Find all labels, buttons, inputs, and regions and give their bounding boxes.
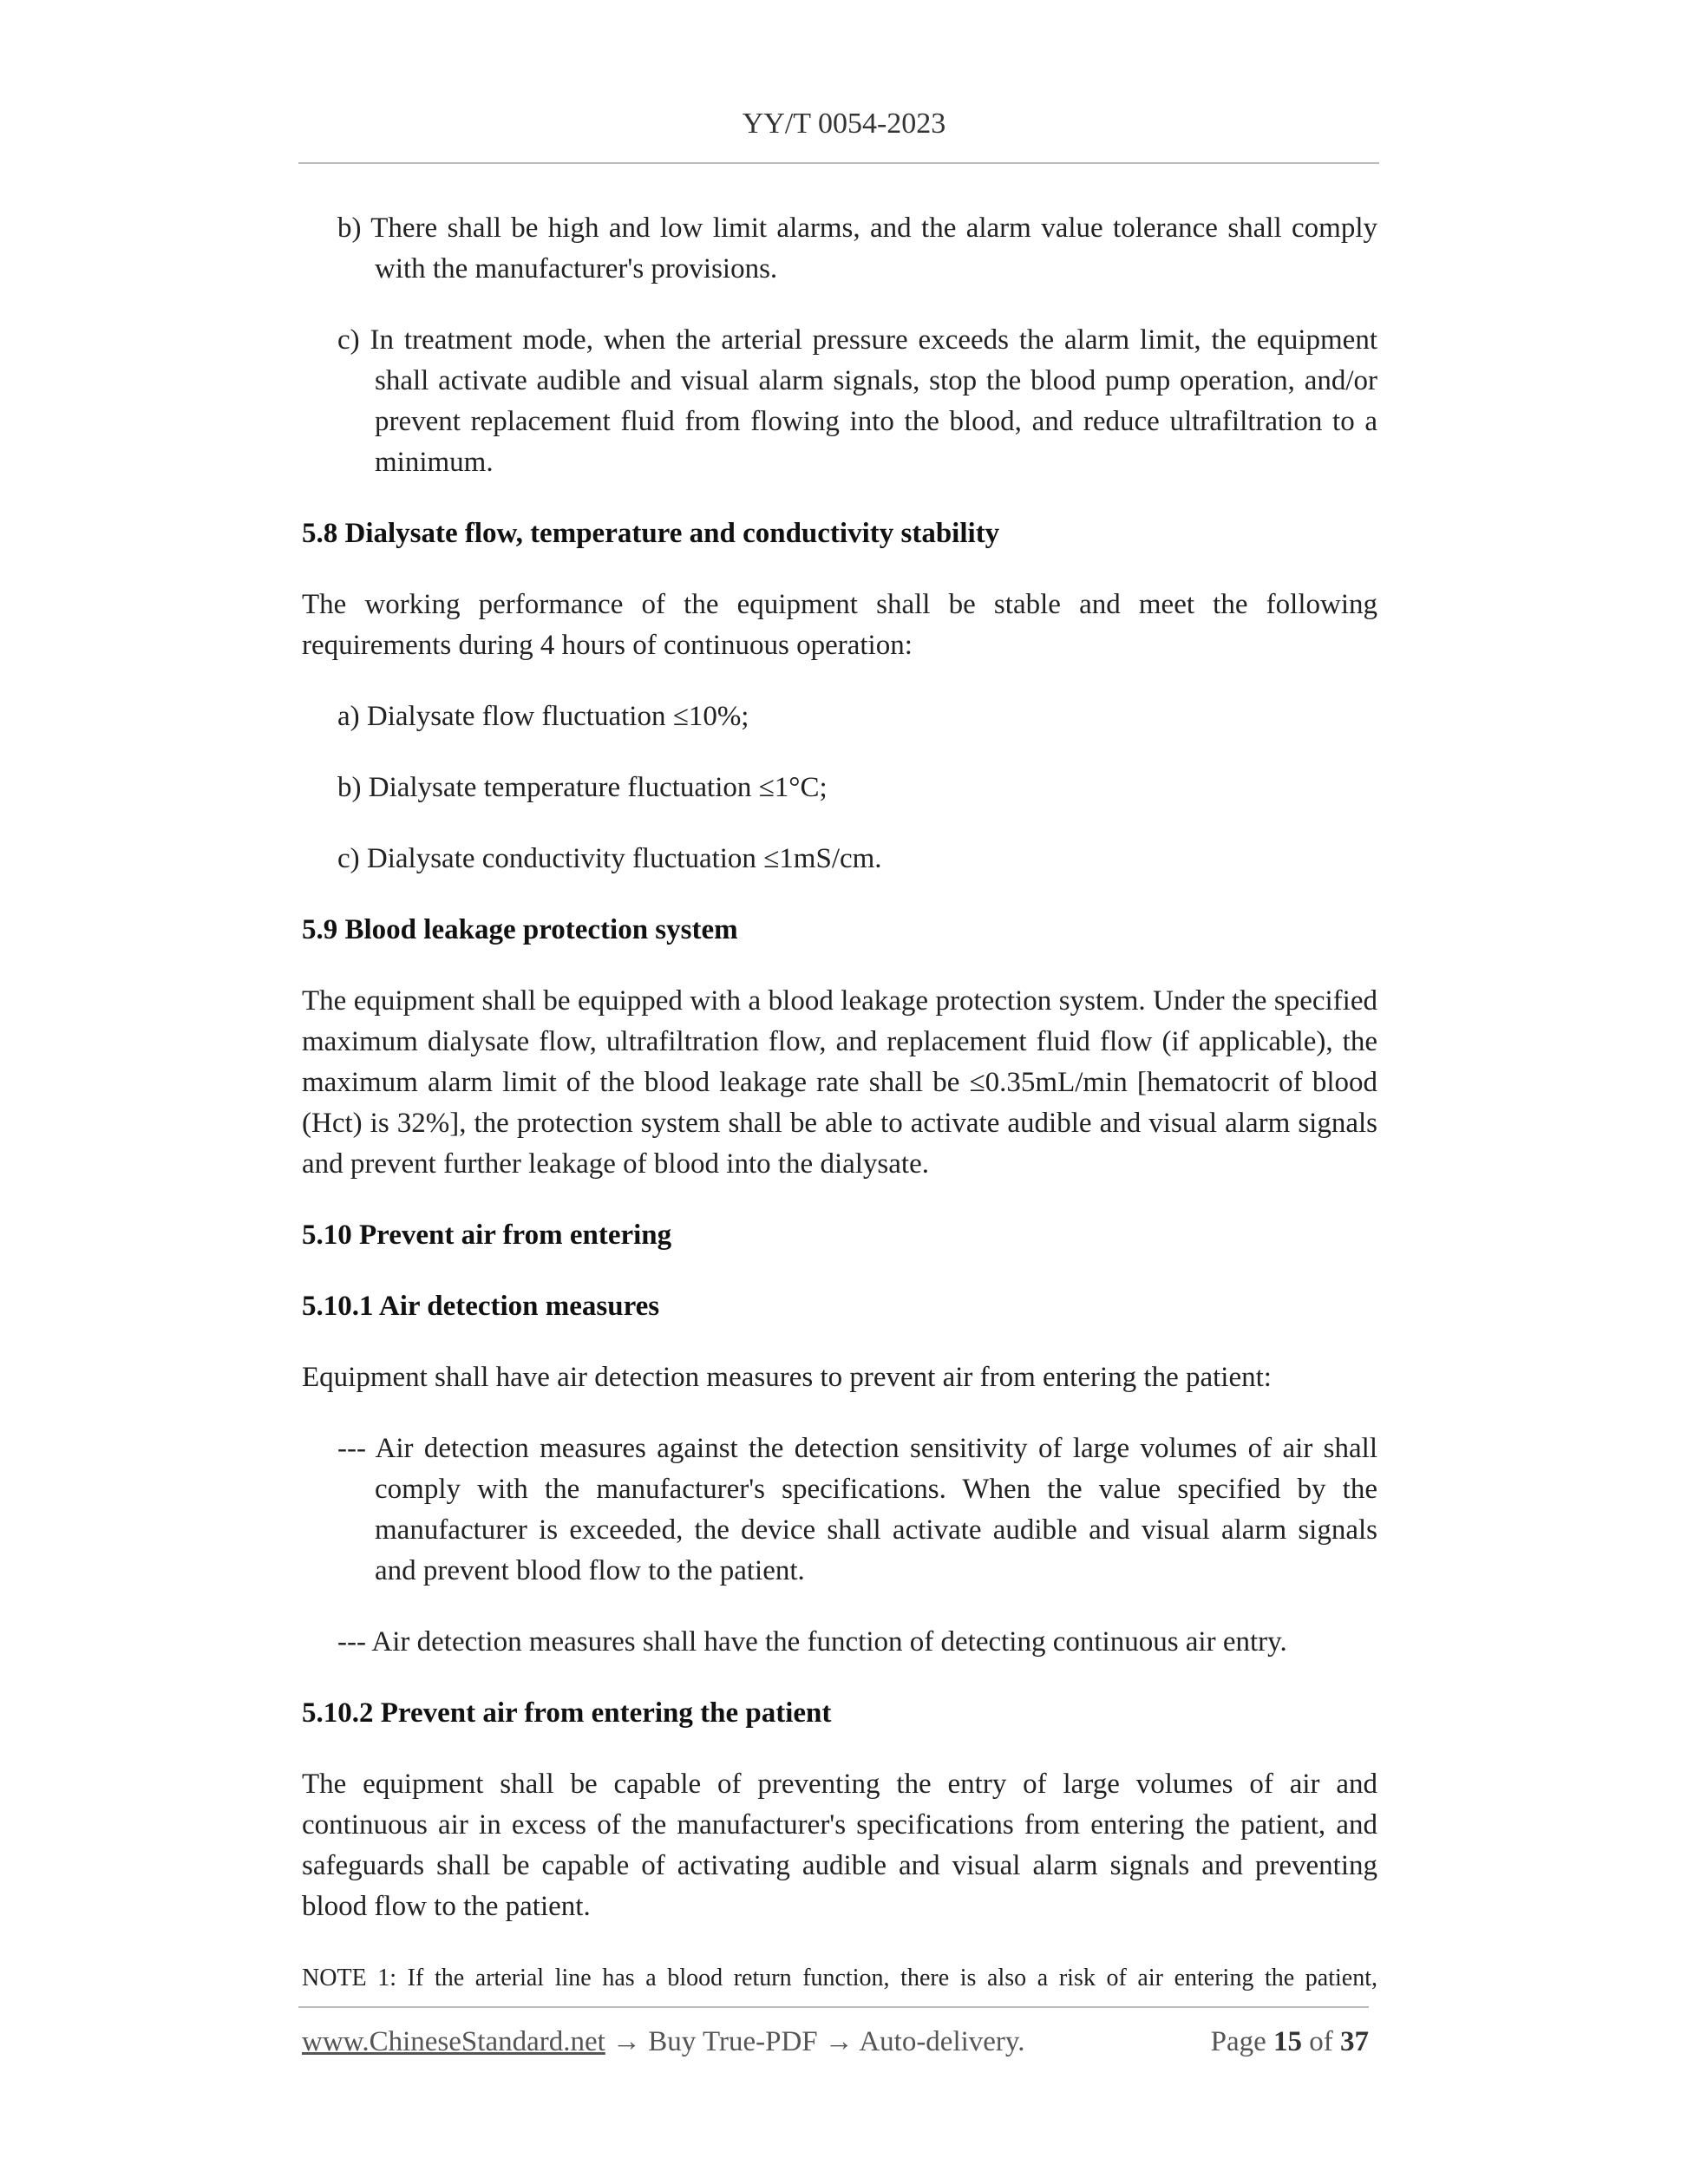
section-text-5-8: The working performance of the equipment shall be stable and meet the following requirements during 4 hours of continuous operation: <box>302 589 1377 661</box>
list-item-b-alarm-limits: b) There shall be high and low limit alarms, and the alarm value tolerance shall comply with the manufacturer's provisions. <box>337 213 1377 284</box>
note-1-text: NOTE 1: If the arterial line has a blood return function, there is also a risk of air entering the patient, <box>302 1965 1377 1991</box>
list-item-temperature-fluctuation: b) Dialysate temperature fluctuation ≤1°C; <box>337 772 828 803</box>
list-item-c-treatment-mode: c) In treatment mode, when the arterial pressure exceeds the alarm limit, the equipment shall activate audible and visual alarm signals, stop the blood pump operation, and/or prevent replacement fluid from flowing into the blood, and reduce ultrafiltration to a minimum. <box>337 324 1377 478</box>
section-text-5-10-2: The equipment shall be capable of preventing the entry of large volumes of air and continuous air in excess of the manufacturer's specifications from entering the patient, and safeguards shall be capable of activating audible and visual alarm signals and preventing blood flow to the patient. <box>302 1769 1377 1922</box>
footer-promo <box>302 2026 1025 2058</box>
section-text-5-9: The equipment shall be equipped with a blood leakage protection system. Under the specified maximum dialysate flow, ultrafiltration flow, and replacement fluid flow (if applicable), the maximum alarm limit of the blood leakage rate shall be ≤0.35mL/min [hematocrit of blood (Hct) is 32%], the protection system shall be able to activate audible and visual alarm signals and prevent further leakage of blood into the dialysate. <box>302 985 1377 1180</box>
section-text-5-10-1: Equipment shall have air detection measures to prevent air from entering the patient: <box>302 1362 1272 1393</box>
section-heading-5-10-2: 5.10.2 Prevent air from entering the patient <box>302 1697 832 1729</box>
chinesestandard-link[interactable]: www.ChineseStandard.net <box>302 2026 605 2057</box>
arrow-right-icon: → <box>824 2026 854 2057</box>
page-word: Page <box>1210 2026 1266 2057</box>
of-word: of <box>1309 2026 1333 2057</box>
section-heading-5-9: 5.9 Blood leakage protection system <box>302 914 738 945</box>
section-heading-5-10: 5.10 Prevent air from entering <box>302 1220 672 1251</box>
list-item-air-detection-sensitivity: --- Air detection measures against the detection sensitivity of large volumes of air shall comply with the manufacturer's specifications. When the value specified by the manufacturer is exceeded, the device shall activate audible and visual alarm signals and prevent blood flow to the patient. <box>337 1433 1377 1586</box>
section-heading-5-10-1: 5.10.1 Air detection measures <box>302 1291 660 1322</box>
footer-buy-text: Buy True-PDF <box>648 2026 818 2057</box>
section-heading-5-8: 5.8 Dialysate flow, temperature and conductivity stability <box>302 518 1000 549</box>
document-header-title: YY/T 0054-2023 <box>742 108 946 140</box>
document-body <box>302 208 1377 1998</box>
list-item-conductivity-fluctuation: c) Dialysate conductivity fluctuation ≤1mS/cm. <box>337 843 882 874</box>
footer-delivery-text: Auto-delivery. <box>859 2026 1025 2057</box>
footer-divider <box>298 2006 1369 2008</box>
arrow-right-icon: → <box>612 2026 642 2057</box>
page-current: 15 <box>1273 2026 1302 2057</box>
page-total: 37 <box>1340 2026 1369 2057</box>
page-number <box>1211 2026 1369 2058</box>
list-item-continuous-air-detection: --- Air detection measures shall have the function of detecting continuous air entry. <box>337 1626 1287 1658</box>
header-divider <box>298 162 1379 164</box>
list-item-flow-fluctuation: a) Dialysate flow fluctuation ≤10%; <box>337 701 749 732</box>
